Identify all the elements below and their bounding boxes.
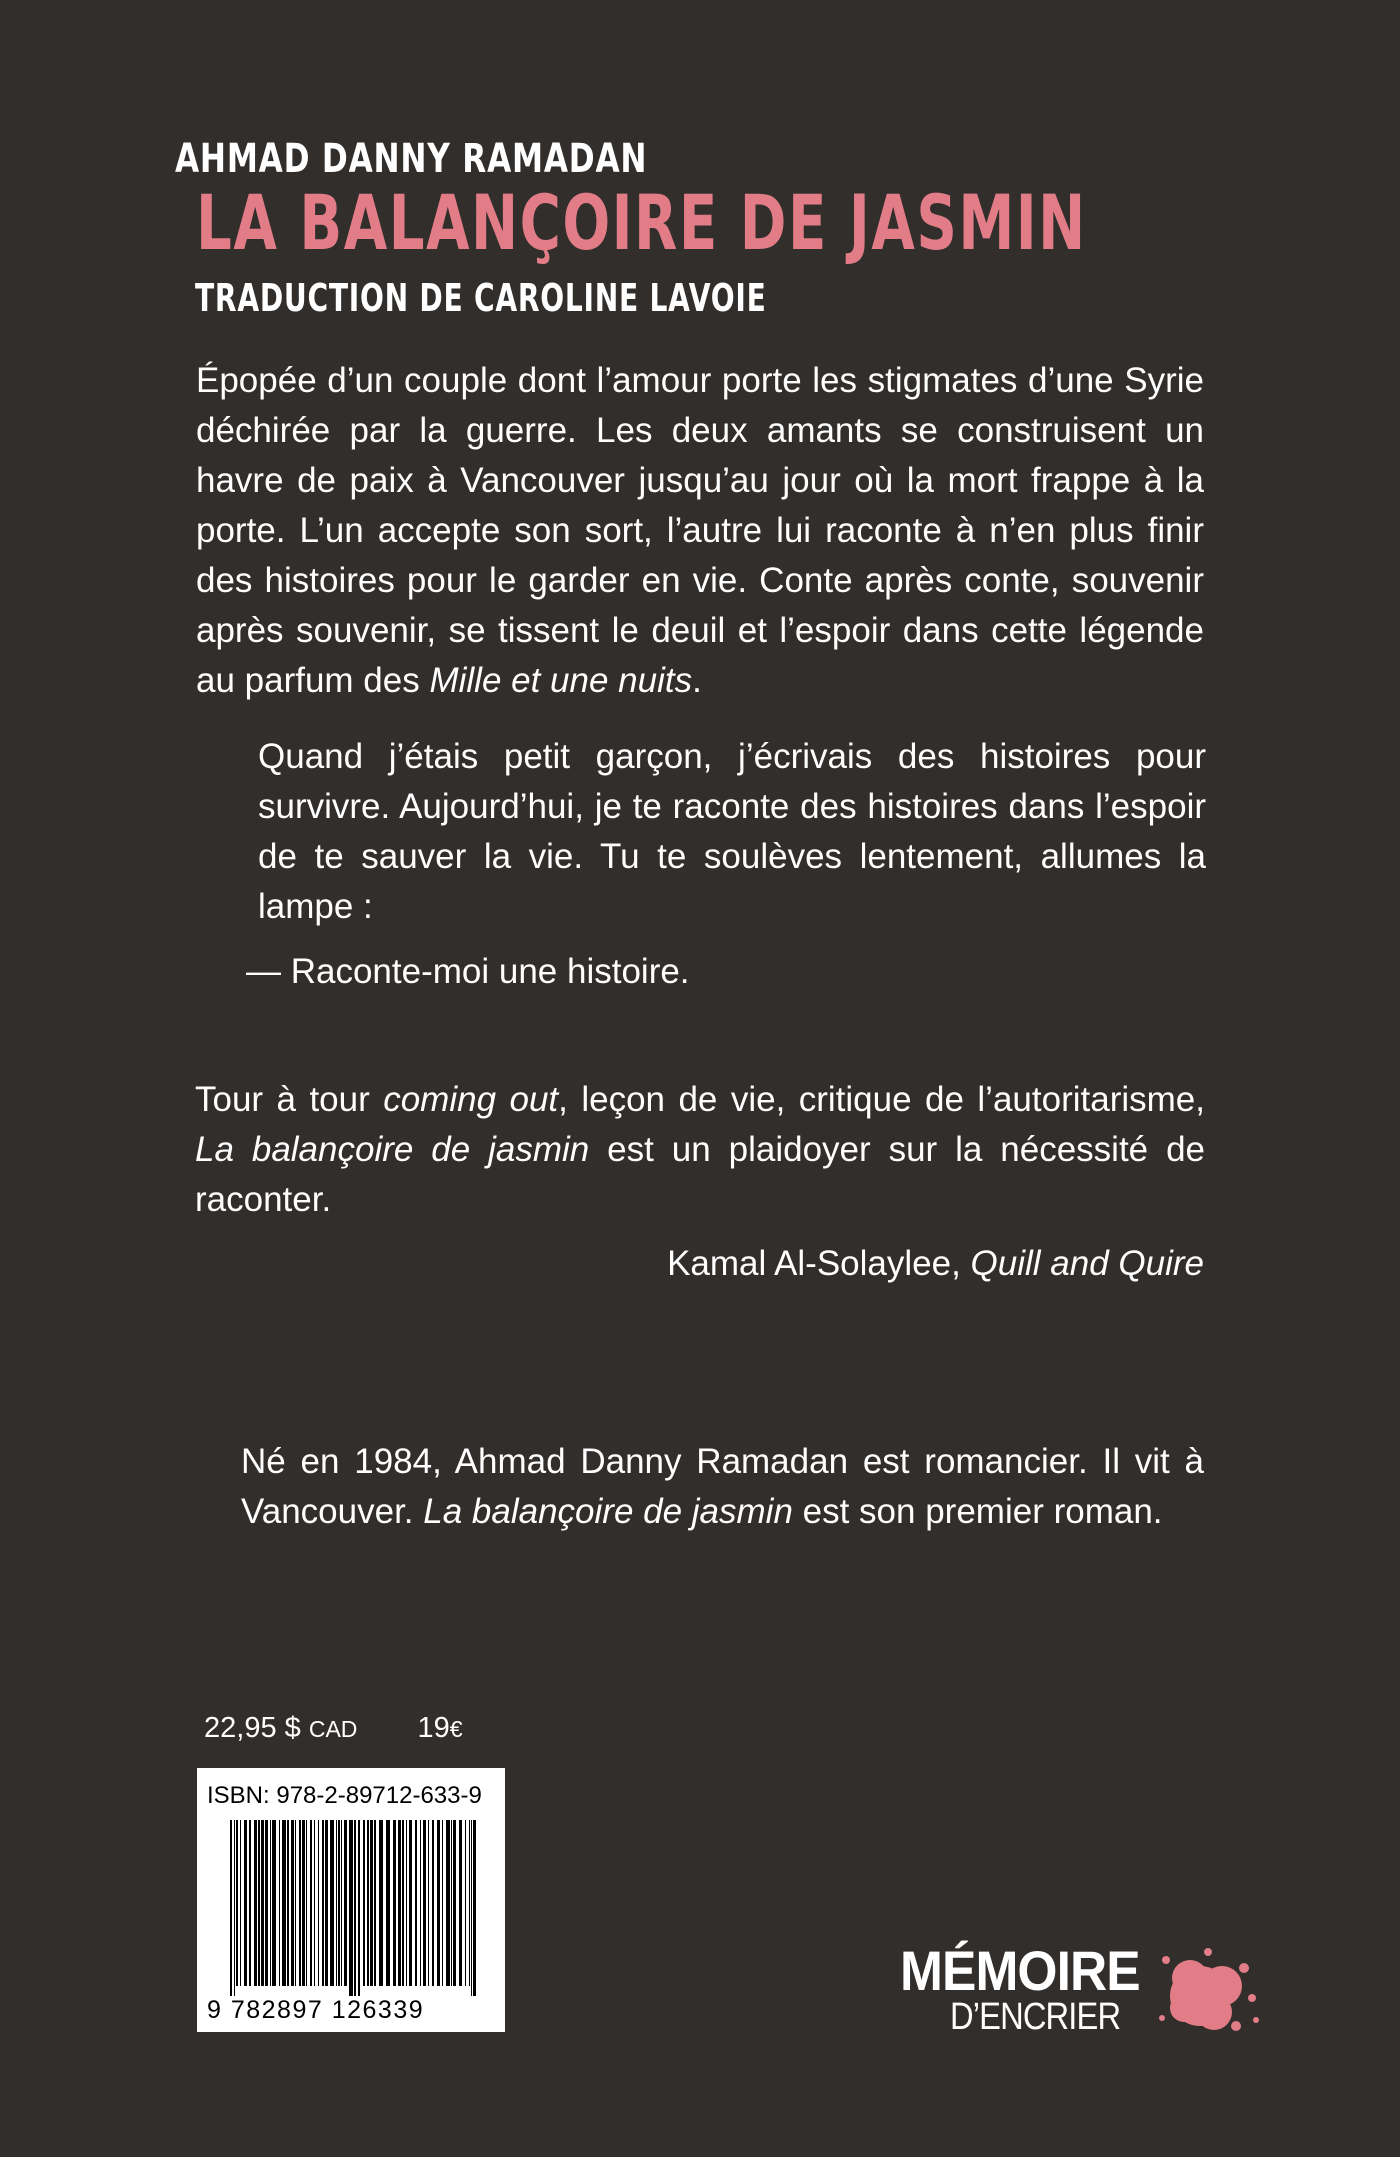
publisher-subname: D’ENCRIER [950,1996,1121,2038]
barcode-bar [234,1820,235,1996]
barcode-bar [473,1820,476,1996]
barcode-bar [465,1820,466,1986]
bio-italic: La balançoire de jasmin [423,1492,793,1531]
ink-drop [1170,1994,1198,2022]
summary-end: . [692,661,702,700]
excerpt-reply [246,947,1146,997]
barcode-bar [423,1820,426,1986]
barcode-bar [442,1820,443,1986]
barcode-bar [363,1820,365,1986]
price-eur [417,1712,462,1745]
ink-drop [1196,1994,1232,2030]
review-attribution [600,1239,1204,1289]
ink-drop [1204,1948,1212,1956]
barcode-bar [295,1820,296,1986]
barcode-bar [409,1820,412,1986]
barcode-bar [344,1820,347,1986]
barcode-bar [437,1820,440,1986]
publisher-logo [900,1938,1280,2058]
excerpt-text: Quand j’étais petit garçon, j’écrivais des histoires pour survivre. Aujourd’hui, je te raconte des histoires dans l’espoir de te sauver la vie. Tu te soulèves lentement, allumes la lampe : [258,737,1206,926]
ink-drop [1239,1963,1249,1973]
barcode-bar [453,1820,456,1986]
barcode-bar [254,1820,257,1986]
author-name: AHMAD DANNY RAMADAN [175,136,648,182]
barcode-bar [406,1820,407,1986]
ink-drop [1159,2015,1165,2021]
barcode-bar [402,1820,404,1986]
barcode-bar [446,1820,450,1986]
barcode-bar [338,1820,340,1986]
review-part3: est un plaidoyer sur la nécessité de raconter. [195,1130,1205,1219]
barcode-bar [459,1820,462,1986]
barcode-bar [341,1820,342,1986]
price-eur-currency: € [449,1716,463,1742]
barcode-bar [354,1820,356,1996]
barcode-bar [379,1820,383,1986]
ink-drop [1248,1994,1256,2002]
barcode-bar [302,1820,305,1986]
barcode-bar [330,1820,334,1986]
barcode-bar [393,1820,396,1986]
barcode-bar [249,1820,251,1986]
review-italic2: La balançoire de jasmin [195,1130,590,1169]
barcode-bar [299,1820,301,1986]
summary-text: Épopée d’un couple dont l’amour porte les stigmates d’une Syrie déchirée par la guerre. Les deux amants se construisent un havre de paix à Vancouver jusqu’au jour où la mort frappe à la porte. L’un accepte son sort, l’autre lui raconte à n’en plus finir des histoires pour le garder en vie. Conte après conte, souvenir après souvenir, se tissent le deuil et l’espoir dans cette légende au parfum des [196,361,1204,700]
bio-part1: Né en 1984, Ahmad Danny Ramadan est romancier. Il vit à Vancouver. [241,1442,1204,1531]
price-eur-amount: 19 [417,1712,450,1744]
price-row [204,1712,463,1745]
barcode-bar [310,1820,312,1986]
barcode-bar [279,1820,280,1986]
barcode-bar [325,1820,328,1986]
review-quote [195,1075,1205,1225]
barcode-bar [469,1820,470,1986]
ink-splash-icon [1148,1938,1268,2048]
barcode-bar [272,1820,276,1986]
review-source-publication: Quill and Quire [970,1244,1204,1283]
barcode-bar [258,1820,260,1986]
barcode-bar [398,1820,401,1986]
price-cad-amount: 22,95 $ [204,1712,301,1744]
barcode-bar [322,1820,324,1986]
barcode-bar [240,1820,241,1986]
barcode-bar [451,1820,452,1986]
barcode-bar [306,1820,307,1986]
barcode-bar [261,1820,264,1986]
barcode-bar [230,1820,232,1996]
excerpt-reply-text: — Raconte-moi une histoire. [246,952,690,991]
publisher-name: MÉMOIRE [900,1939,1140,2002]
barcode-bar [291,1820,294,1986]
ink-drop [1162,1956,1170,1964]
excerpt-quote [258,732,1206,932]
barcode-bar [415,1820,417,1986]
price-cad [204,1712,357,1745]
barcode-bar [270,1820,271,1986]
barcode-bar [282,1820,286,1986]
barcode-bar [358,1820,360,1996]
barcode-bar [287,1820,289,1986]
isbn-text: ISBN: 978-2-89712-633-9 [207,1782,482,1809]
barcode-bar [236,1820,238,1986]
ink-drop [1231,2021,1241,2031]
ink-drop [1172,1960,1208,1996]
barcode-bar [349,1820,353,1996]
price-cad-currency: CAD [308,1716,358,1742]
barcode-bar [432,1820,434,1986]
book-title: LA BALANÇOIRE DE JASMIN [196,178,1087,267]
barcode-bar [367,1820,369,1986]
barcode-bar [265,1820,268,1986]
barcode-bar [428,1820,429,1986]
barcode-bar [370,1820,373,1986]
barcode-bar [318,1820,319,1986]
barcode-label [197,1768,505,2032]
review-part1: Tour à tour [195,1080,384,1119]
barcode-digits: 9 782897 126339 [207,1996,425,2024]
translator-credit: TRADUCTION DE CAROLINE LAVOIE [195,276,767,320]
review-part2: , leçon de vie, critique de l’autoritarisme, [558,1080,1205,1119]
review-source-name: Kamal Al-Solaylee, [667,1244,971,1283]
summary-paragraph [196,356,1204,706]
barcode-bar [314,1820,315,1986]
review-italic1: coming out [383,1080,559,1119]
barcode-bars [230,1820,480,1996]
summary-italic: Mille et une nuits [429,661,693,700]
author-bio [241,1437,1204,1537]
barcode-bar [244,1820,247,1986]
ink-drop [1253,2017,1259,2023]
barcode-bar [386,1820,390,1986]
barcode-bar [374,1820,376,1986]
barcode-bar [336,1820,337,1986]
bio-part2: est son premier roman. [792,1492,1163,1531]
barcode-bar [471,1820,472,1996]
barcode-bar [420,1820,421,1986]
